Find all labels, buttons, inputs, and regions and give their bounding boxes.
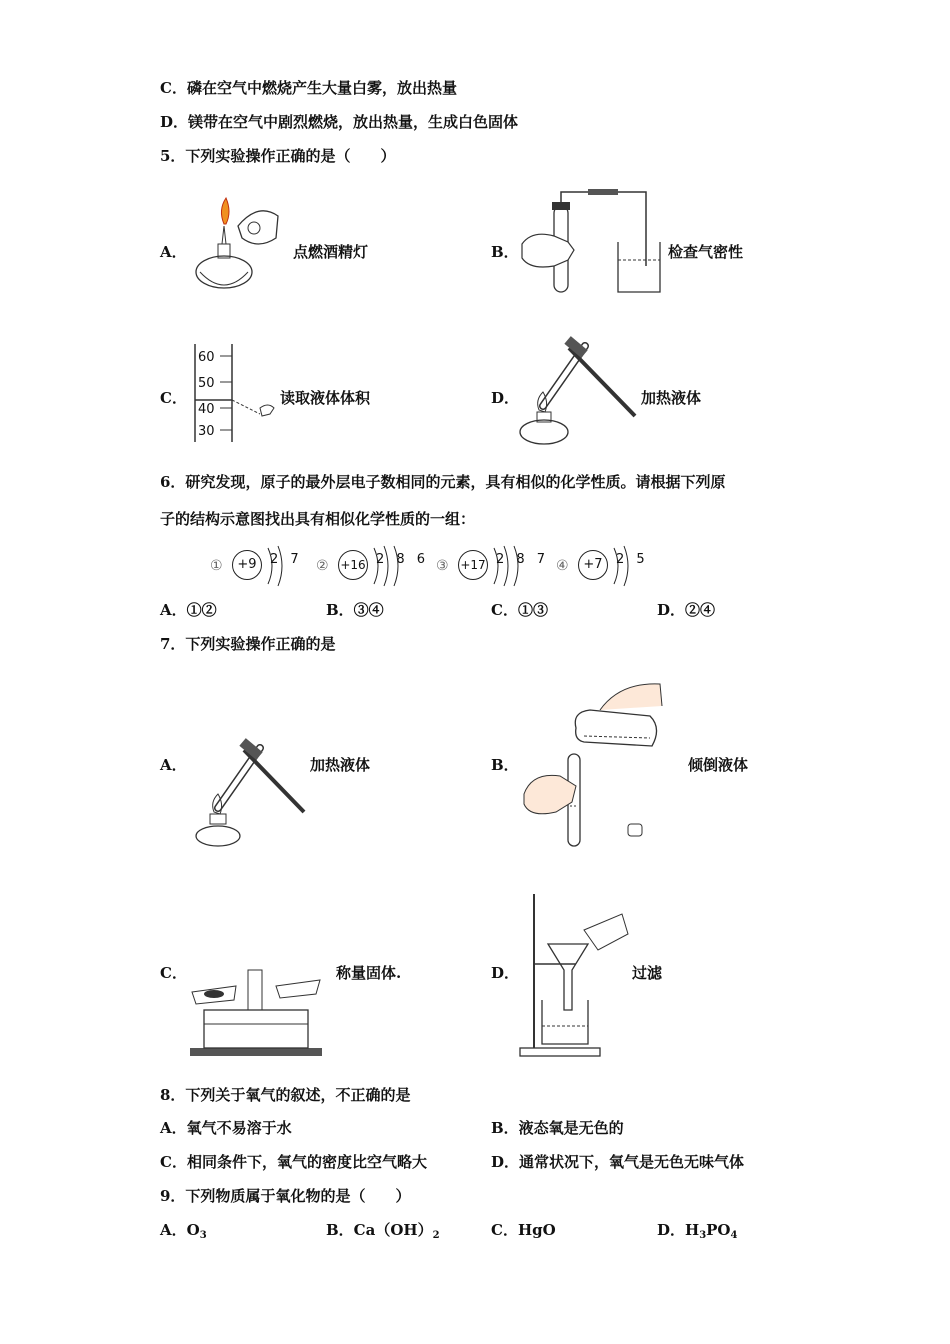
heating-liquid-figure bbox=[515, 336, 640, 448]
q6-stem-line2: 子的结构示意图找出具有相似化学性质的一组： bbox=[160, 510, 476, 528]
q7-b-caption: 倾倒液体 bbox=[688, 756, 749, 774]
q5-c-caption: 读取液体体积 bbox=[280, 389, 371, 407]
q7-stem: 7．下列实验操作正确的是 bbox=[160, 635, 336, 653]
q6-option-d: D．②④ bbox=[657, 601, 716, 619]
q6-option-c: C．①③ bbox=[491, 601, 548, 619]
atom-electrons: 2 8 7 bbox=[496, 552, 550, 567]
q5-b-letter: B． bbox=[491, 243, 519, 261]
q5-stem: 5．下列实验操作正确的是（ ） bbox=[160, 147, 396, 165]
atom-diagram-1 bbox=[210, 544, 310, 588]
q9-option-d: D．$H_3PO_4$ bbox=[657, 1221, 738, 1241]
q6-option-a: A．①② bbox=[160, 601, 217, 619]
airtightness-check-figure bbox=[518, 186, 668, 298]
atom-diagram-4 bbox=[556, 544, 656, 588]
atom-nucleus: +16 bbox=[338, 550, 368, 580]
q9-option-c: C．HgO bbox=[491, 1221, 556, 1239]
q8-option-c: C．相同条件下，氧气的密度比空气略大 bbox=[160, 1153, 427, 1171]
pouring-liquid-figure bbox=[520, 676, 665, 848]
cylinder-tick-30: 30 bbox=[198, 424, 215, 439]
atom-index: ② bbox=[316, 558, 329, 574]
cylinder-tick-50: 50 bbox=[198, 376, 215, 391]
atom-diagram-3 bbox=[436, 544, 556, 588]
cylinder-tick-60: 60 bbox=[198, 350, 215, 365]
atom-electrons: 2 7 bbox=[270, 552, 303, 567]
atom-nucleus: +7 bbox=[578, 550, 608, 580]
q7-a-caption: 加热液体 bbox=[310, 756, 371, 774]
q7-d-caption: 过滤 bbox=[632, 964, 663, 982]
q4-option-d: D．镁带在空气中剧烈燃烧，放出热量，生成白色固体 bbox=[160, 113, 519, 131]
q8-option-a: A．氧气不易溶于水 bbox=[160, 1119, 292, 1137]
q5-c-letter: C． bbox=[160, 389, 187, 407]
q9-option-b: B．$Ca(OH)_2$ bbox=[326, 1221, 440, 1241]
q5-a-letter: A． bbox=[160, 243, 187, 261]
q5-a-caption: 点燃酒精灯 bbox=[293, 243, 369, 261]
q8-option-b: B．液态氧是无色的 bbox=[491, 1119, 624, 1137]
q7-c-letter: C． bbox=[160, 964, 187, 982]
q5-d-letter: D． bbox=[491, 389, 520, 407]
alcohol-lamp-lighting-figure bbox=[188, 192, 288, 300]
q7-a-letter: A． bbox=[160, 756, 187, 774]
balance-figure bbox=[186, 964, 326, 1060]
cylinder-tick-40: 40 bbox=[198, 402, 215, 417]
q6-stem-line1: 6．研究发现，原子的最外层电子数相同的元素，具有相似的化学性质。请根据下列原 bbox=[160, 473, 726, 491]
q9-stem: 9．下列物质属于氧化物的是（ ） bbox=[160, 1187, 411, 1205]
atom-diagram-2 bbox=[316, 544, 436, 588]
atom-index: ① bbox=[210, 558, 223, 574]
q6-option-b: B．③④ bbox=[326, 601, 384, 619]
q8-stem: 8．下列关于氧气的叙述，不正确的是 bbox=[160, 1086, 411, 1104]
q9-option-a: A．$O_3$ bbox=[160, 1221, 207, 1241]
filtration-figure bbox=[518, 890, 633, 1060]
atom-nucleus: +17 bbox=[458, 550, 488, 580]
q7-c-caption: 称量固体. bbox=[336, 964, 402, 982]
atom-nucleus: +9 bbox=[232, 550, 262, 580]
heating-liquid-figure-2 bbox=[190, 738, 310, 850]
q4-option-c: C．磷在空气中燃烧产生大量白雾，放出热量 bbox=[160, 79, 457, 97]
atom-index: ④ bbox=[556, 558, 569, 574]
q5-b-caption: 检查气密性 bbox=[668, 243, 744, 261]
q7-b-letter: B． bbox=[491, 756, 519, 774]
atom-index: ③ bbox=[436, 558, 449, 574]
q7-d-letter: D． bbox=[491, 964, 520, 982]
atom-electrons: 2 5 bbox=[616, 552, 649, 567]
atom-electrons: 2 8 6 bbox=[376, 552, 430, 567]
q5-d-caption: 加热液体 bbox=[641, 389, 702, 407]
q8-option-d: D．通常状况下，氧气是无色无味气体 bbox=[491, 1153, 745, 1171]
